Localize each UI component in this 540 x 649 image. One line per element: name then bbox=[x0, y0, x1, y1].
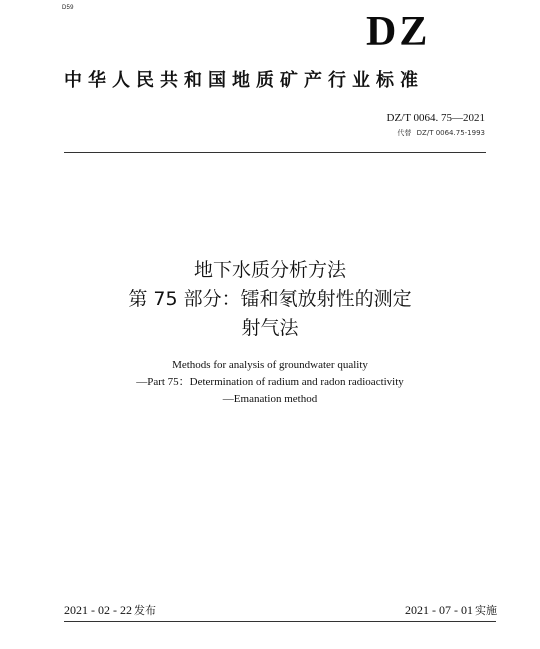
title-en-line-1: Methods for analysis of groundwater quality bbox=[172, 359, 368, 371]
footer-divider bbox=[64, 621, 496, 622]
replaces-label: 代替 bbox=[397, 129, 412, 137]
issue-label: 发布 bbox=[134, 604, 156, 617]
title-cn-line-1: 地下水质分析方法 bbox=[193, 259, 346, 281]
dz-logo: DZ bbox=[366, 9, 431, 55]
implementation-date bbox=[405, 602, 497, 618]
replaces-number: DZ/T 0064.75-1993 bbox=[416, 129, 485, 137]
title-cn-line-2: 第 75 部分：镭和氡放射性的测定 bbox=[128, 288, 412, 310]
title-en-line-2: —Part 75：Determination of radium and radon radioactivity bbox=[136, 376, 404, 388]
issuer-title: 中华人民共和国地质矿产行业标准 bbox=[64, 70, 424, 91]
header-divider bbox=[64, 152, 486, 153]
title-cn-line-3: 射气法 bbox=[241, 317, 299, 339]
standard-number: DZ/T 0064. 75—2021 bbox=[386, 112, 485, 124]
implementation-label: 实施 bbox=[475, 604, 497, 617]
implementation-date-value: 2021 - 07 - 01 bbox=[405, 603, 473, 617]
classification-code: D59 bbox=[62, 5, 74, 11]
title-en-line-3: —Emanation method bbox=[222, 393, 318, 405]
replaces-note bbox=[397, 128, 485, 138]
issue-date bbox=[64, 602, 156, 618]
issue-date-value: 2021 - 02 - 22 bbox=[64, 603, 132, 617]
